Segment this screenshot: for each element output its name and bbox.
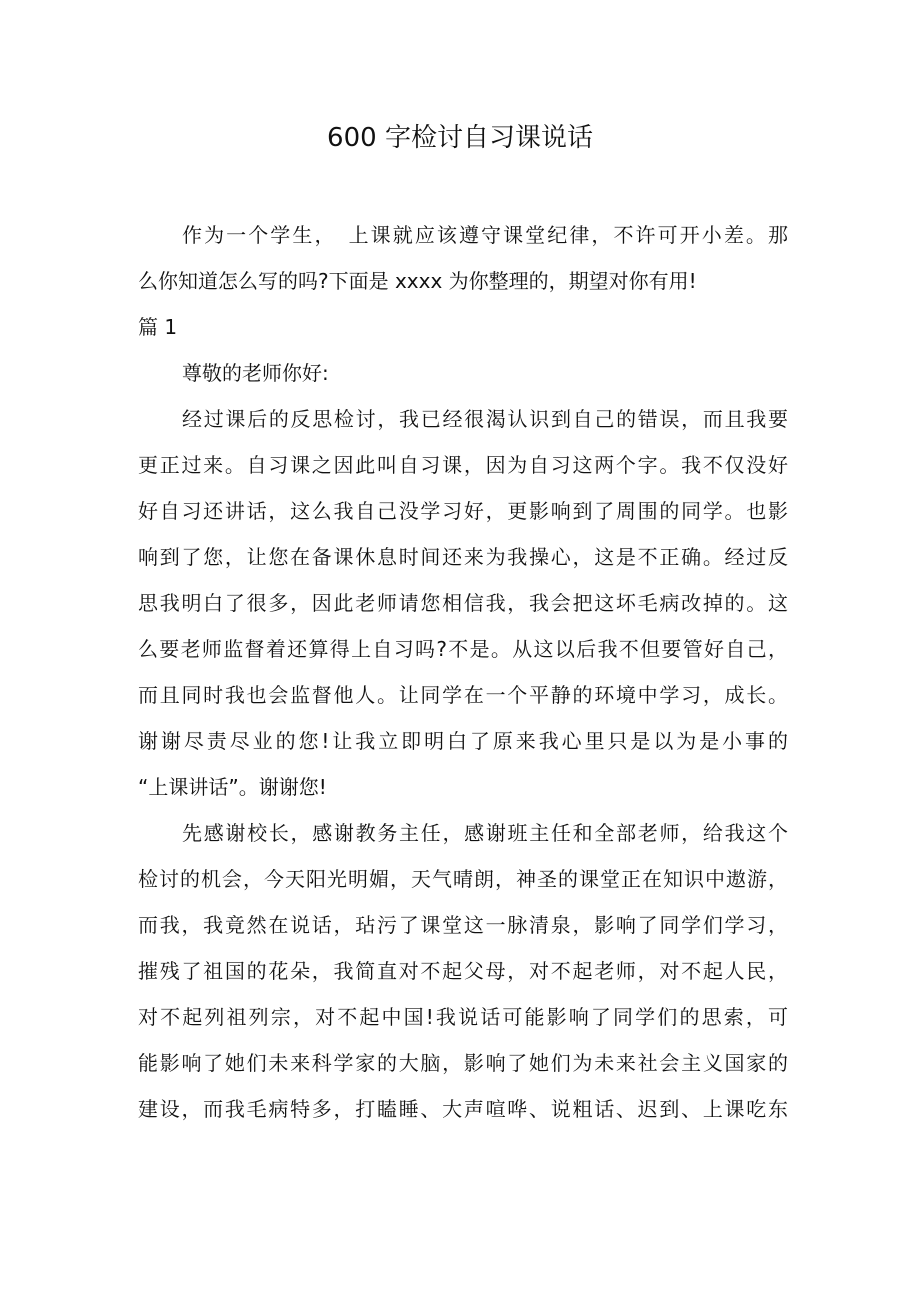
- paragraph-2-line: 而我，我竟然在说话，玷污了课堂这一脉清泉，影响了同学们学习，: [138, 913, 788, 937]
- document-body: [138, 212, 788, 1132]
- section-label-paragraph: [138, 304, 788, 350]
- paragraph-1-line: 而且同时我也会监督他人。让同学在一个平静的环境中学习，成长。: [138, 683, 788, 707]
- intro-paragraph: [138, 212, 788, 304]
- paragraph-2-line: 建设，而我毛病特多，打瞌睡、大声喧哗、说粗话、迟到、上课吃东: [138, 1097, 788, 1121]
- intro-line-1: 作为一个学生， 上课就应该遵守课堂纪律，不许可开小差。那: [182, 223, 788, 247]
- paragraph-2-line: 检讨的机会，今天阳光明媚，天气晴朗，神圣的课堂正在知识中遨游，: [138, 867, 788, 891]
- paragraph-1-line: “上课讲话”。谢谢您!: [138, 775, 327, 799]
- intro-line-2: 么你知道怎么写的吗?下面是 xxxx 为你整理的，期望对你有用!: [138, 269, 697, 293]
- paragraph-1-line: 好自习还讲话，这么我自己没学习好，更影响到了周围的同学。也影: [138, 499, 788, 523]
- paragraph-1-line: 思我明白了很多，因此老师请您相信我，我会把这坏毛病改掉的。这: [138, 591, 788, 615]
- paragraph-1-line: 谢谢尽责尽业的您!让我立即明白了原来我心里只是以为是小事的: [138, 729, 788, 753]
- paragraph-1-line: 响到了您，让您在备课休息时间还来为我操心，这是不正确。经过反: [138, 545, 788, 569]
- salutation-paragraph: [138, 350, 788, 396]
- salutation: 尊敬的老师你好:: [182, 361, 329, 385]
- paragraph-2-line: 对不起列祖列宗，对不起中国!我说话可能影响了同学们的思索，可: [138, 1005, 788, 1029]
- paragraph-1-line: 更正过来。自习课之因此叫自习课，因为自习这两个字。我不仅没好: [138, 453, 788, 477]
- page-title: 600 字检讨自习课说话: [327, 123, 593, 153]
- paragraph-2-line: 先感谢校长，感谢教务主任，感谢班主任和全部老师，给我这个: [182, 821, 788, 845]
- section-label: 篇 1: [138, 315, 178, 339]
- paragraph-2-line: 能影响了她们未来科学家的大脑，影响了她们为未来社会主义国家的: [138, 1051, 788, 1075]
- paragraph-1-line: 经过课后的反思检讨，我已经很渴认识到自己的错误，而且我要: [182, 407, 788, 431]
- paragraph-2-line: 摧残了祖国的花朵，我简直对不起父母，对不起老师，对不起人民，: [138, 959, 788, 983]
- paragraph-2: [138, 810, 788, 1132]
- paragraph-1-line: 么要老师监督着还算得上自习吗?不是。从这以后我不但要管好自己，: [138, 637, 788, 661]
- paragraph-1: [138, 396, 788, 810]
